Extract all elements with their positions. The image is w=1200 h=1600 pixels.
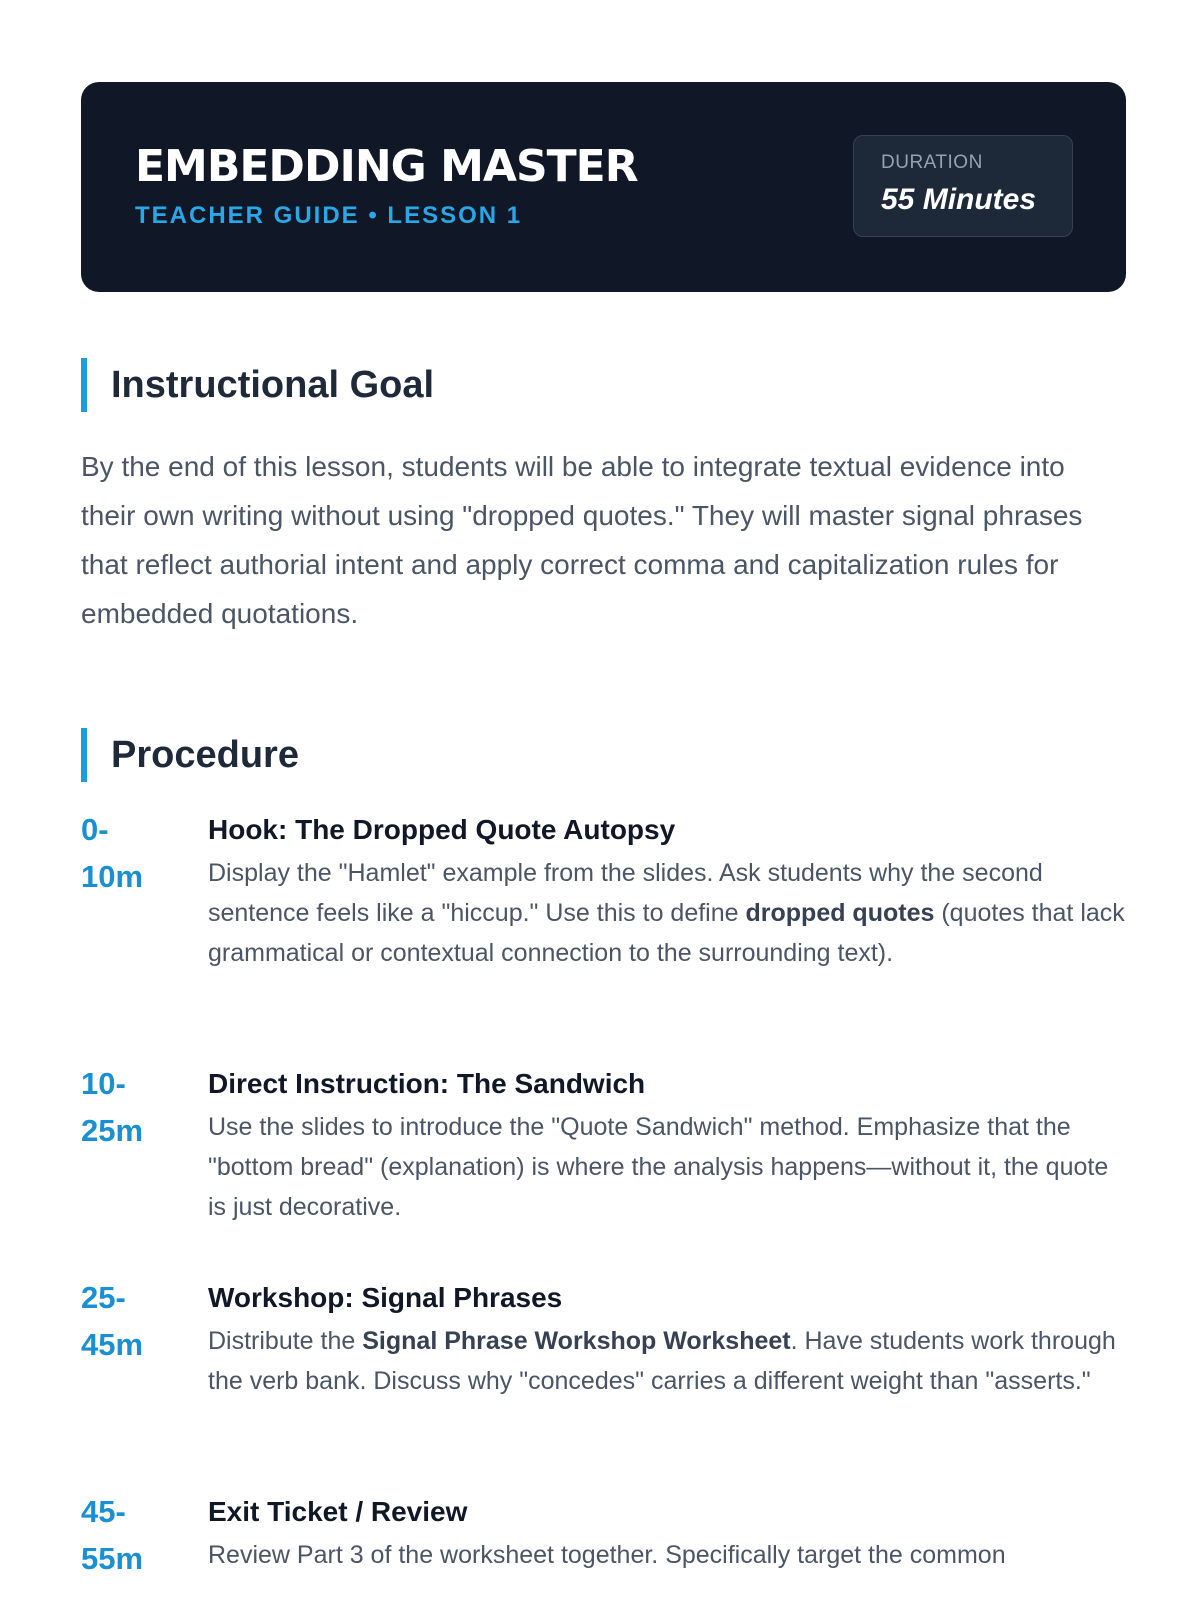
step-time-start: 0- — [81, 812, 109, 847]
step-title: Hook: The Dropped Quote Autopsy — [208, 814, 676, 845]
step-title: Workshop: Signal Phrases — [208, 1282, 563, 1313]
duration-value: 55 Minutes — [881, 183, 1037, 216]
duration-card — [853, 135, 1073, 237]
step-title: Direct Instruction: The Sandwich — [208, 1068, 646, 1099]
procedure-heading: Procedure — [81, 728, 299, 782]
step-time-range — [81, 1488, 181, 1582]
step-body — [208, 1488, 1126, 1575]
lesson-page — [81, 82, 1126, 1576]
lesson-subtitle: TEACHER GUIDE • LESSON 1 — [135, 202, 523, 229]
instructional-goal-text: By the end of this lesson, students will be able to integrate textual evidence into their own writing without using "dropped quotes." They will master signal phrases that reflect authorial intent and apply correct comma and capitalization rules for embedded quotations. — [81, 451, 1083, 629]
step-body — [208, 1060, 1126, 1227]
step-description — [208, 853, 1126, 973]
step-description-text: Use the slides to introduce the "Quote Sandwich" method. Emphasize that the "bottom bread" (explanation) is where the analysis happens—without it, the quote is just decorative. — [208, 1113, 1109, 1221]
step-description-text: Review Part 3 of the worksheet together. Specifically target the common — [208, 1541, 1006, 1569]
step-description-text-after: . Have students work through the verb bank. Discuss why "concedes" carries a different weight than "asserts." — [208, 1327, 1116, 1395]
step-time-range — [81, 806, 181, 900]
step-description — [208, 1107, 1126, 1227]
step-time-start: 45- — [81, 1494, 126, 1529]
lesson-header-banner — [81, 82, 1126, 292]
instructional-goal-heading: Instructional Goal — [81, 358, 434, 412]
duration-label: DURATION — [881, 152, 983, 173]
step-time-end: 55m — [81, 1541, 144, 1576]
lesson-title: EMBEDDING MASTER — [135, 141, 638, 192]
step-body — [208, 1274, 1126, 1401]
step-description-text: Distribute the — [208, 1327, 363, 1355]
step-time-range — [81, 1060, 181, 1154]
step-time-range — [81, 1274, 181, 1368]
step-time-end: 45m — [81, 1327, 144, 1362]
step-description — [208, 1535, 1126, 1575]
step-description-text: Display the "Hamlet" example from the slides. Ask students why the second sentence feels like a "hiccup." Use this to define — [208, 859, 1043, 927]
step-time-end: 10m — [81, 859, 144, 894]
step-time-start: 10- — [81, 1066, 126, 1101]
step-title: Exit Ticket / Review — [208, 1496, 468, 1527]
step-description — [208, 1321, 1126, 1401]
step-description-bold: Signal Phrase Workshop Worksheet — [362, 1327, 791, 1355]
step-description-bold: dropped quotes — [745, 899, 935, 927]
step-time-start: 25- — [81, 1280, 126, 1315]
step-time-end: 25m — [81, 1113, 144, 1148]
step-body — [208, 806, 1126, 973]
step-description-text-after: (quotes that lack grammatical or contextual connection to the surrounding text). — [208, 899, 1125, 967]
